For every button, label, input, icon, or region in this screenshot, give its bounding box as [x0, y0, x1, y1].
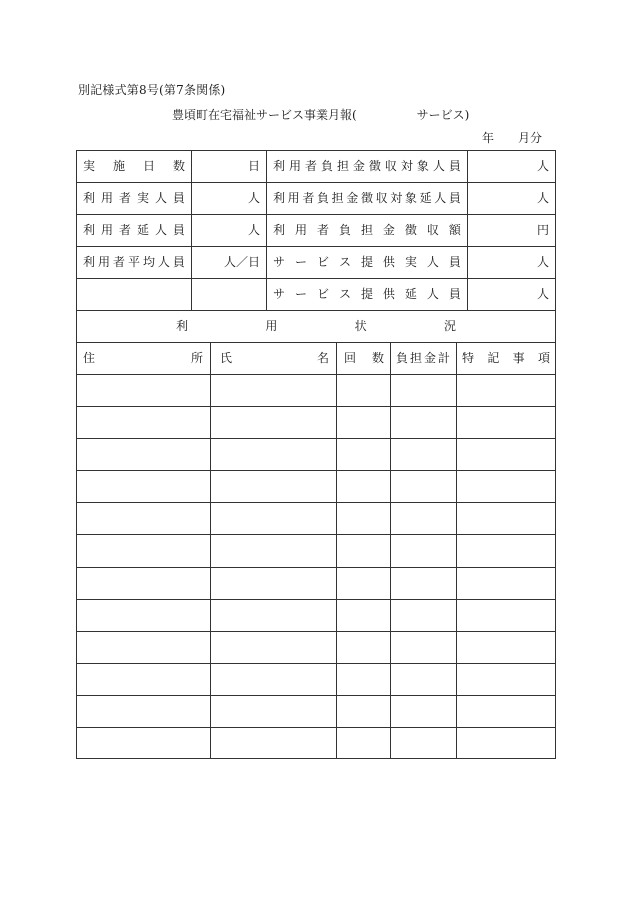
usage-column-header: [220, 351, 329, 365]
summary-right-label-char: 担: [360, 223, 373, 237]
summary-right-label-char: 対: [390, 191, 403, 205]
summary-left-label-char: 利: [83, 191, 96, 205]
table-border-right: [555, 150, 556, 759]
usage-column-header-char: 数: [371, 351, 384, 365]
usage-column-header: [344, 351, 384, 365]
summary-right-label-char: 徴: [404, 223, 417, 237]
summary-left-label: [83, 191, 185, 205]
summary-left-label: [83, 255, 185, 269]
usage-section-title: [176, 319, 456, 333]
usage-column-header-char: 負: [396, 351, 409, 365]
usage-row-divider: [76, 695, 556, 696]
summary-right-unit: 人: [536, 255, 549, 269]
summary-right-label-char: ス: [338, 287, 351, 301]
usage-row-divider: [76, 567, 556, 568]
summary-right-label: [273, 191, 461, 205]
summary-right-label: [273, 255, 461, 269]
summary-right-label-char: 者: [316, 223, 329, 237]
usage-column-header-char: 担: [409, 351, 422, 365]
report-title: 豊頃町在宅福祉サービス事業月報( サービス): [172, 108, 470, 122]
summary-right-unit: 円: [536, 223, 549, 237]
usage-column-header-char: 氏: [220, 351, 233, 365]
summary-left-label-char: 人: [157, 255, 170, 269]
summary-right-label: [273, 223, 461, 237]
summary-right-label-char: 延: [404, 287, 417, 301]
usage-row-divider: [76, 599, 556, 600]
summary-row-divider: [76, 246, 556, 247]
usage-section-title-char: 利: [176, 319, 189, 333]
summary-right-label-char: 員: [448, 191, 461, 205]
summary-left-label-char: 用: [97, 255, 110, 269]
summary-right-label-char: ー: [294, 287, 307, 301]
summary-right-label: [273, 287, 461, 301]
usage-section-title-char: 用: [265, 319, 278, 333]
monthly-report-table: [76, 150, 556, 759]
summary-left-label-char: 者: [112, 255, 125, 269]
usage-column-header-char: 所: [190, 351, 203, 365]
summary-left-label-char: 均: [142, 255, 155, 269]
summary-left-label-char: 人: [154, 223, 167, 237]
usage-row-divider: [76, 534, 556, 535]
summary-right-label-char: 担: [331, 191, 344, 205]
summary-right-label-char: 象: [404, 191, 417, 205]
usage-row-divider: [76, 470, 556, 471]
summary-row-divider: [76, 182, 556, 183]
form-number: 別記様式第8号(第7条関係): [78, 83, 226, 97]
summary-right-label-char: 人: [426, 255, 439, 269]
usage-row-divider: [76, 406, 556, 407]
summary-left-unit: 人: [247, 191, 260, 205]
summary-right-label-char: 対: [400, 159, 413, 173]
usage-column-header-char: 回: [344, 351, 357, 365]
summary-right-unit: 人: [536, 287, 549, 301]
summary-right-label-char: 金: [382, 223, 395, 237]
usage-section-title-char: 況: [443, 319, 456, 333]
usage-row-divider: [76, 438, 556, 439]
summary-right-label-char: ー: [294, 255, 307, 269]
summary-right-label-char: 延: [419, 191, 432, 205]
summary-right-unit: 人: [536, 159, 549, 173]
summary-left-unit: 人／日: [223, 255, 260, 269]
summary-right-label-char: ス: [338, 255, 351, 269]
summary-left-label-char: 実: [136, 191, 149, 205]
usage-column-header: [396, 351, 450, 365]
summary-left-label-char: 利: [83, 255, 96, 269]
summary-row-divider: [76, 214, 556, 215]
summary-right-label-char: 利: [273, 191, 286, 205]
summary-right-label-char: 徴: [360, 191, 373, 205]
usage-column-header-char: 名: [316, 351, 329, 365]
usage-row-divider: [76, 502, 556, 503]
summary-right-label-char: 者: [304, 159, 317, 173]
summary-right-label-char: 利: [273, 159, 286, 173]
summary-row-divider: [76, 310, 556, 311]
summary-right-label-char: 人: [426, 287, 439, 301]
summary-right-label-char: 負: [320, 159, 333, 173]
summary-right-label-char: 用: [288, 159, 301, 173]
summary-right-label-char: サ: [273, 255, 286, 269]
summary-left-label: [83, 223, 185, 237]
summary-left-label: [83, 159, 185, 173]
summary-right-label-char: 者: [302, 191, 315, 205]
usage-column-header-char: 項: [537, 351, 550, 365]
usage-column-header-char: 計: [437, 351, 450, 365]
summary-left-unit: 人: [247, 223, 260, 237]
usage-row-divider: [76, 663, 556, 664]
summary-column-divider: [191, 150, 192, 310]
summary-right-label-char: 象: [416, 159, 429, 173]
summary-right-label-char: 供: [382, 287, 395, 301]
summary-left-label-char: 平: [127, 255, 140, 269]
summary-left-label-char: 実: [83, 159, 96, 173]
summary-left-label-char: 用: [100, 223, 113, 237]
summary-right-label-char: 提: [360, 287, 373, 301]
summary-right-label-char: 金: [352, 159, 365, 173]
summary-column-divider: [266, 150, 267, 310]
summary-row-divider: [76, 278, 556, 279]
summary-right-label-char: 員: [448, 287, 461, 301]
summary-right-label-char: 員: [448, 159, 461, 173]
summary-right-label-char: 実: [404, 255, 417, 269]
summary-left-label-char: 人: [154, 191, 167, 205]
summary-right-label-char: 提: [360, 255, 373, 269]
summary-right-label-char: 金: [346, 191, 359, 205]
usage-row-divider: [76, 727, 556, 728]
summary-right-label-char: 担: [336, 159, 349, 173]
usage-column-divider: [390, 342, 391, 759]
summary-left-label-char: 延: [136, 223, 149, 237]
summary-column-divider: [467, 150, 468, 310]
usage-column-header-char: 特: [462, 351, 475, 365]
summary-right-label-char: ビ: [316, 287, 329, 301]
summary-left-label-char: 者: [118, 191, 131, 205]
section-title-divider: [76, 342, 556, 343]
report-period: 年 月分: [482, 131, 543, 145]
summary-right-label-char: 負: [338, 223, 351, 237]
summary-left-label-char: 施: [112, 159, 125, 173]
summary-right-label-char: 人: [434, 191, 447, 205]
summary-right-label-char: 用: [287, 191, 300, 205]
table-border-top: [76, 150, 556, 151]
summary-left-unit: 日: [247, 159, 260, 173]
summary-right-label: [273, 159, 461, 173]
summary-right-label-char: 額: [448, 223, 461, 237]
summary-left-label-char: 員: [172, 255, 185, 269]
summary-right-label-char: 負: [316, 191, 329, 205]
usage-column-divider: [456, 342, 457, 759]
usage-column-header-char: 金: [423, 351, 436, 365]
summary-right-label-char: 利: [273, 223, 286, 237]
table-border-left: [76, 150, 77, 759]
summary-right-label-char: 収: [426, 223, 439, 237]
summary-right-label-char: サ: [273, 287, 286, 301]
summary-left-label-char: 利: [83, 223, 96, 237]
usage-column-header-char: 住: [83, 351, 96, 365]
usage-column-divider: [210, 342, 211, 759]
summary-right-label-char: 員: [448, 255, 461, 269]
summary-left-label-char: 員: [172, 191, 185, 205]
summary-right-label-char: 人: [432, 159, 445, 173]
table-border-bottom: [76, 758, 556, 759]
usage-column-header-char: 記: [487, 351, 500, 365]
usage-column-header-char: 事: [512, 351, 525, 365]
summary-left-label-char: 者: [118, 223, 131, 237]
usage-section-title-char: 状: [354, 319, 367, 333]
usage-column-header: [83, 351, 203, 365]
summary-right-label-char: 収: [375, 191, 388, 205]
usage-column-header: [462, 351, 550, 365]
summary-left-label-char: 日: [142, 159, 155, 173]
summary-right-label-char: 収: [384, 159, 397, 173]
summary-right-label-char: ビ: [316, 255, 329, 269]
summary-left-label-char: 員: [172, 223, 185, 237]
summary-left-label-char: 数: [172, 159, 185, 173]
summary-right-label-char: 供: [382, 255, 395, 269]
column-header-divider: [76, 374, 556, 375]
usage-column-divider: [336, 342, 337, 759]
summary-right-label-char: 徴: [368, 159, 381, 173]
summary-right-label-char: 用: [294, 223, 307, 237]
summary-right-unit: 人: [536, 191, 549, 205]
summary-left-label-char: 用: [100, 191, 113, 205]
usage-row-divider: [76, 631, 556, 632]
